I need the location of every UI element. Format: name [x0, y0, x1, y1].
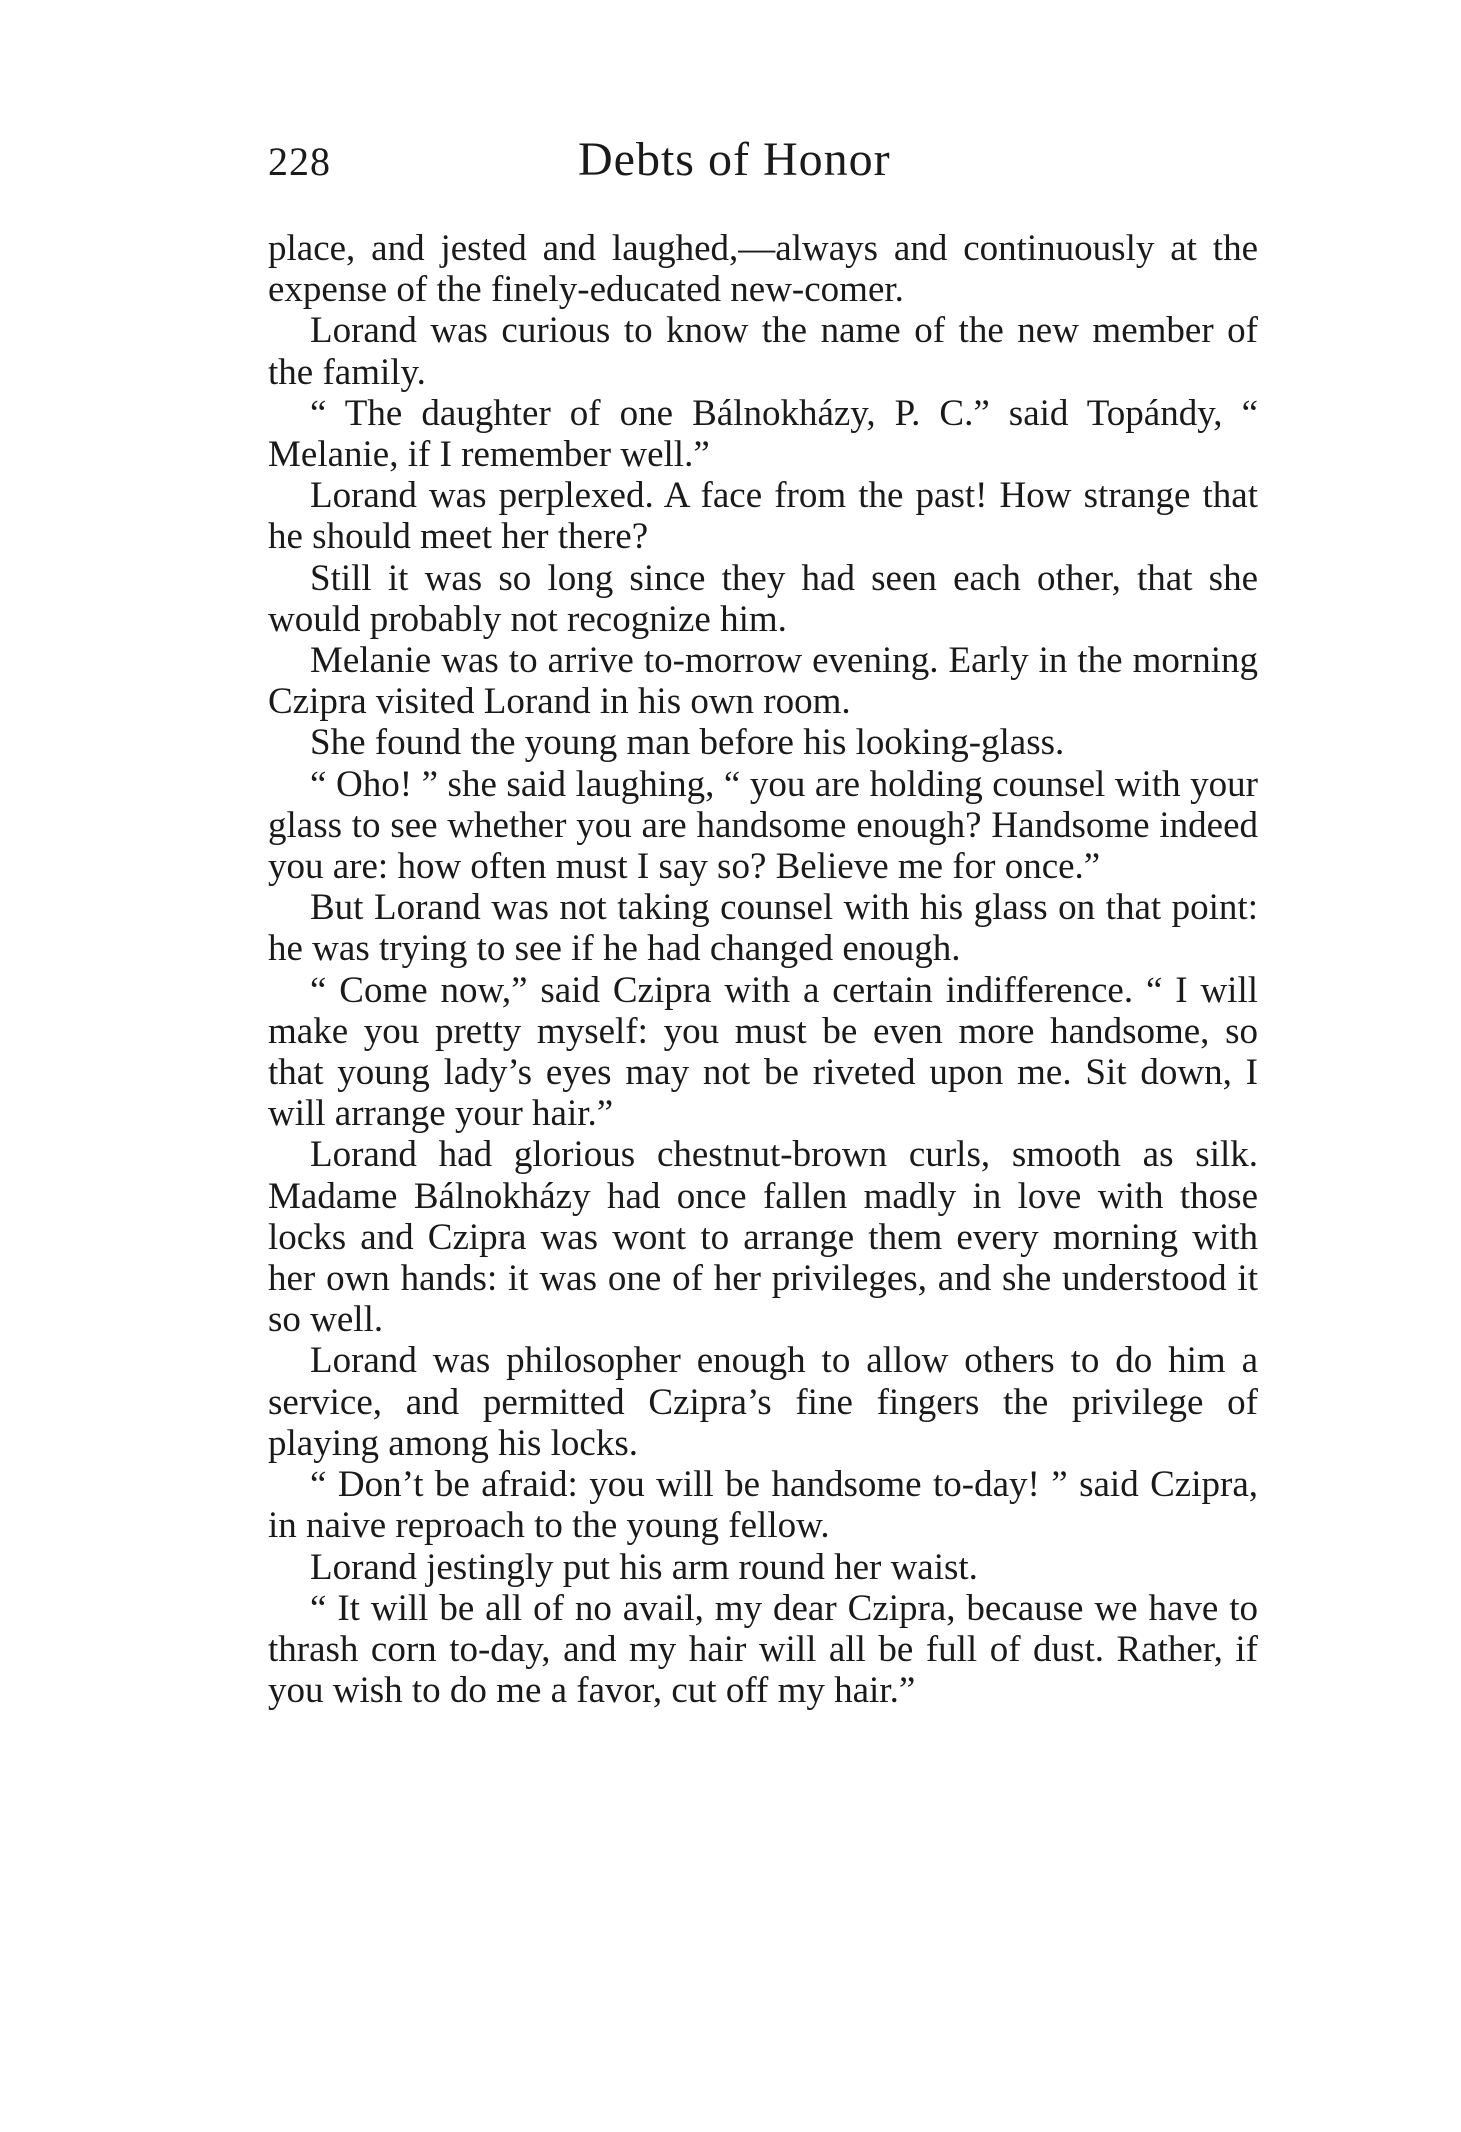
paragraph: Still it was so long since they had seen each other, that she would probably not recognize him. — [268, 557, 1258, 640]
paragraph: Melanie was to arrive to-morrow evening. Early in the morning Czipra visited Lorand in his own room. — [268, 640, 1258, 723]
paragraph: place, and jested and laughed,—always and continuously at the expense of the finely-educated new-comer. — [268, 228, 1258, 311]
paragraph: Lorand jestingly put his arm round her waist. — [310, 1546, 978, 1588]
paragraph: “ It will be all of no avail, my dear Czipra, because we have to thrash corn to-day, and my hair will all be full of dust. Rather, if you wish to do me a favor, cut off my hair.” — [268, 1587, 1258, 1712]
paragraph: “ Don’t be afraid: you will be handsome to-day! ” said Czipra, in naive reproach to the young fellow. — [268, 1464, 1258, 1547]
paragraph: Lorand had glorious chestnut-brown curls, smooth as silk. Madame Bálnokházy had once fallen madly in love with those locks and Czipra was wont to arrange them every morning with her own hands: it was one of her privileges, and she understood it so well. — [268, 1134, 1258, 1341]
paragraph: Lorand was curious to know the name of the new member of the family. — [268, 310, 1258, 393]
paragraph: Lorand was perplexed. A face from the past! How strange that he should meet her there? — [268, 475, 1258, 558]
paragraph: “ The daughter of one Bálnokházy, P. C.” said Topándy, “ Melanie, if I remember well.” — [268, 392, 1258, 476]
running-head — [268, 132, 1268, 192]
paragraph: “ Oho! ” she said laughing, “ you are holding counsel with your glass to see whether you are handsome enough? Handsome indeed you are: how often must I say so? Believe me for once.” — [268, 763, 1258, 888]
paragraph: “ Come now,” said Czipra with a certain indifference. “ I will make you pretty myself: you must be even more handsome, so that young lady’s eyes may not be riveted upon me. Sit down, I will arrange your hair.” — [268, 969, 1258, 1135]
paragraph: Lorand was philosopher enough to allow others to do him a service, and permitted Czipra’s fine fingers the privilege of playing among his locks. — [268, 1340, 1258, 1464]
running-title: Debts of Honor — [578, 133, 891, 186]
paragraph: But Lorand was not taking counsel with his glass on that point: he was trying to see if he had changed enough. — [268, 887, 1258, 970]
paragraph: She found the young man before his looking-glass. — [310, 722, 1065, 764]
page-number: 228 — [268, 139, 331, 184]
body-text — [268, 228, 1258, 1711]
